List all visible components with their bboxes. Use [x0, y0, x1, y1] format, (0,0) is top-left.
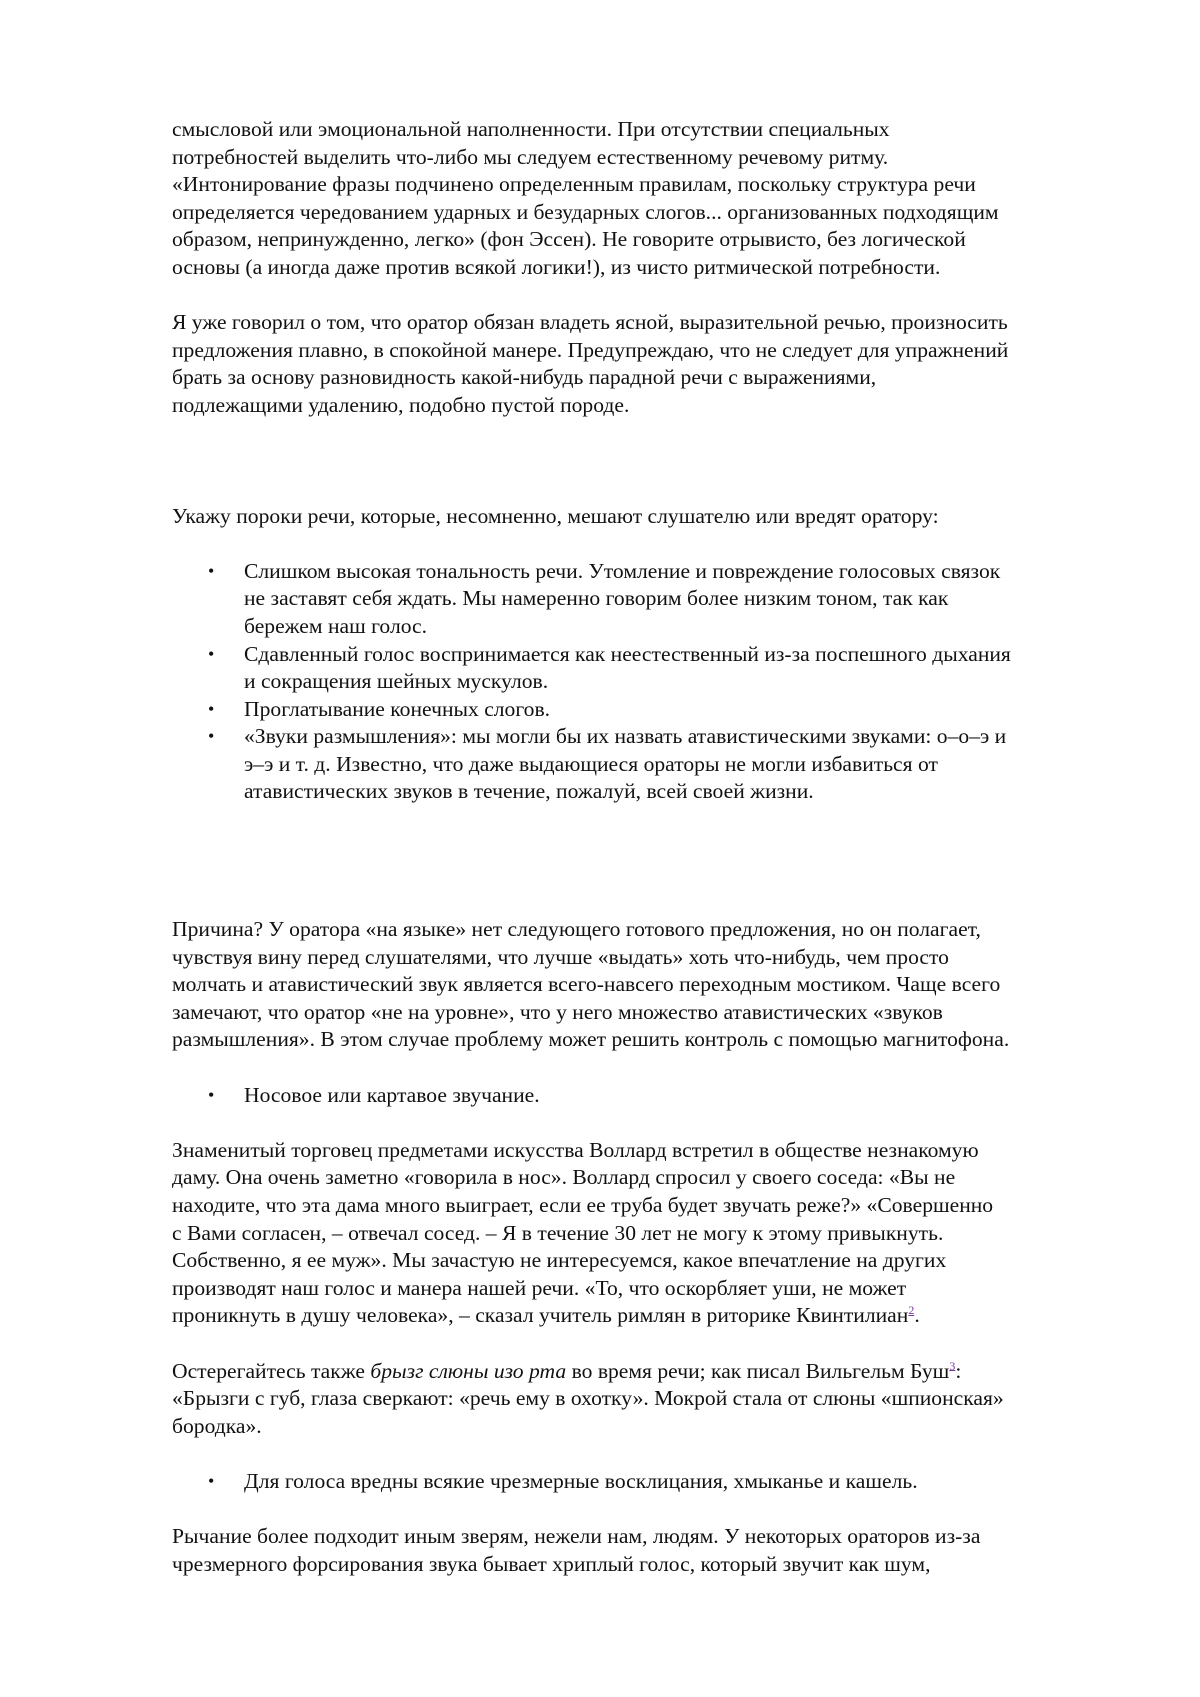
list-item: • Сдавленный голос воспринимается как неестественный из-за поспешного дыхания и сокращения шейных мускулов. [172, 641, 1132, 696]
italic-phrase: брызг слюны изо рта [370, 1358, 567, 1383]
list-item: • Носовое или картавое звучание. [172, 1082, 1132, 1110]
paragraph-text: Остерегайтесь также [172, 1358, 371, 1383]
exclamations-list [172, 1468, 1132, 1496]
paragraph-text: : «Брызги с губ, глаза сверкают: «речь ему в охотку». Мокрой стала от слюны «шпионская» бородка». [172, 1358, 1004, 1438]
paragraph-rhythm: смысловой или эмоциональной наполненности. При отсутствии специальных потребностей выделить что-либо мы следуем естественному речевому ритму. «Интонирование фразы подчинено определенным правилам, поскольку структура речи определяется чередованием ударных и безударных слогов... организованных подходящим образом, непринужденно, легко» (фон Эссен). Не говорите отрывисто, без логической основы (а иногда даже против всякой логики!), из чисто ритмической потребности. [172, 117, 999, 279]
document-page [172, 116, 1132, 1578]
list-item: • Проглатывание конечных слогов. [172, 696, 1132, 724]
footnote-link-3[interactable]: 3 [949, 1358, 956, 1373]
paragraph-end: . [914, 1303, 920, 1328]
list-item: • Слишком высокая тональность речи. Утомление и повреждение голосовых связок не заставят себя ждать. Мы намеренно говорим более низким тоном, так как бережем наш голос. [172, 558, 1132, 641]
paragraph-growling: Рычание более подходит иным зверям, нежели нам, людям. У некоторых ораторов из-за чрезмерного форсирования звука бывает хриплый голос, который звучит как шум, [172, 1524, 981, 1576]
footnote-link-2[interactable]: 2 [908, 1303, 915, 1318]
list-item: • «Звуки размышления»: мы могли бы их назвать атавистическими звуками: о–о–э и э–э и т. д. Известно, что даже выдающиеся ораторы не могли избавиться от атавистических звуков в течение, пожалуй, всей своей жизни. [172, 723, 1132, 806]
paragraph-text: во время речи; как писал Вильгельм Буш [566, 1358, 950, 1383]
paragraph-vollard-anecdote [172, 1137, 1132, 1330]
paragraph-text: Знаменитый торговец предметами искусства Воллард встретил в обществе незнакомую даму. Она очень заметно «говорила в нос». Воллард спросил у своего соседа: «Вы не находите, что эта дама много выиграет, если ее труба будет звучать реже?» «Совершенно с Вами согласен, – отвечал сосед. – Я в течение 30 лет не могу к этому привыкнуть. Собственно, я ее муж». Мы зачастую не интересуемся, какое впечатление на других производят наш голос и манера нашей речи. «То, что оскорбляет уши, не может проникнуть в душу человека», – сказал учитель римлян в риторике Квинтилиан [172, 1137, 994, 1328]
paragraph-clear-speech: Я уже говорил о том, что оратор обязан владеть ясной, выразительной речью, произносить предложения плавно, в спокойной манере. Предупреждаю, что не следует для упражнений брать за основу разновидность какой-нибудь парадной речи с выражениями, подлежащими удалению, подобно пустой породе. [172, 310, 1009, 417]
paragraph-reason: Причина? У оратора «на языке» нет следующего готового предложения, но он полагает, чувствуя вину перед слушателями, что лучше «выдать» хоть что-нибудь, чем просто молчать и атавистический звук является всего-навсего переходным мостиком. Чаще всего замечают, что оратор «не на уровне», что у него множество атавистических «звуков размышления». В этом случае проблему может решить контроль с помощью магнитофона. [172, 917, 1010, 1052]
list-item: • Для голоса вредны всякие чрезмерные восклицания, хмыканье и кашель. [172, 1468, 1132, 1496]
paragraph-speech-vices-intro: Укажу пороки речи, которые, несомненно, мешают слушателю или вредят оратору: [172, 503, 939, 528]
nasal-sound-list [172, 1082, 1132, 1110]
paragraph-spittle [172, 1358, 1132, 1441]
speech-vices-list [172, 558, 1132, 806]
